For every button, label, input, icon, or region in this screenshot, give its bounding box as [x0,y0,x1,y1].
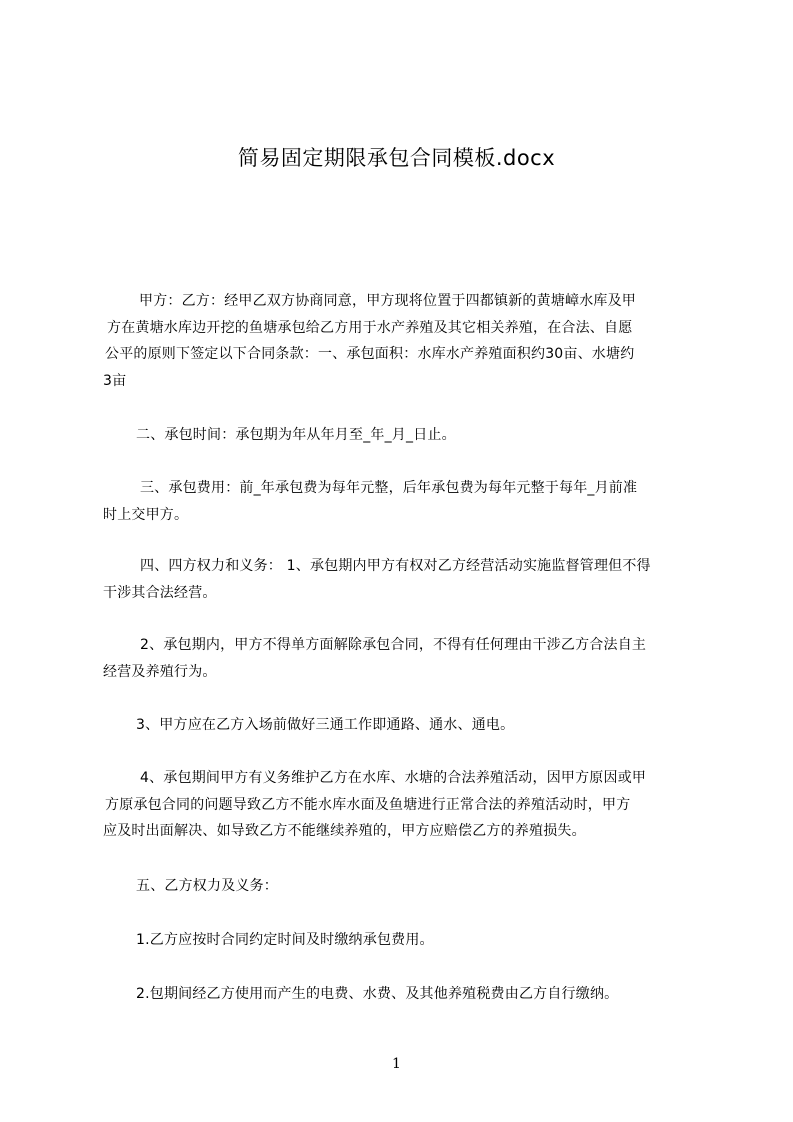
paragraph-line: 3亩 [103,372,127,389]
paragraph-party-b-heading [103,873,699,900]
paragraph-line: 方原承包合同的问题导致乙方不能水库水面及鱼塘进行正常合法的养殖活动时，甲方 [105,796,631,813]
paragraph-parties [103,288,699,394]
paragraph-line: 4、承包期间甲方有义务维护乙方在水库、水塘的合法养殖活动，因甲方原因或甲 [140,770,647,786]
page-number: 1 [392,1056,401,1072]
paragraph-party-b-2 [103,981,699,1008]
paragraph-line: 时上交甲方。 [103,506,189,523]
paragraph-line: 经营及养殖行为。 [103,663,217,680]
paragraph-rights-3 [103,712,699,739]
paragraph-rights-1 [103,553,699,606]
paragraph-line: 三、承包费用：前_年承包费为每年元整，后年承包费为每年元整于每年_月前准 [140,480,638,496]
paragraph-line: 干涉其合法经营。 [103,584,217,601]
paragraph-line: 四、四方权力和义务： 1、承包期内甲方有权对乙方经营活动实施监督管理但不得 [140,558,651,574]
paragraph-line: 2、承包期内，甲方不得单方面解除承包合同，不得有任何理由干涉乙方合法自主 [140,637,647,653]
paragraph-fees [103,475,699,528]
paragraph-term [103,422,699,449]
paragraph-line: 公平的原则下签定以下合同条款：一、承包面积：水库水产养殖面积约30亩、水塘约 [105,346,635,362]
paragraph-line: 2.包期间经乙方使用而产生的电费、水费、及其他养殖税费由乙方自行缴纳。 [136,986,619,1002]
paragraph-line: 3、甲方应在乙方入场前做好三通工作即通路、通水、通电。 [136,717,515,733]
paragraph-rights-4 [103,765,699,845]
paragraph-line: 五、乙方权力及义务： [136,878,278,894]
paragraph-rights-2 [103,632,699,685]
paragraph-line: 应及时出面解决、如导致乙方不能继续养殖的，甲方应赔偿乙方的养殖损失。 [103,823,586,839]
paragraph-line: 甲方：乙方：经甲乙双方协商同意，甲方现将位置于四都镇新的黄塘嶂水库及甲 [139,293,636,309]
paragraph-line: 二、承包时间：承包期为年从年月至_年_月_日止。 [136,427,456,443]
paragraph-party-b-1 [103,927,699,954]
paragraph-line: 1.乙方应按时合同约定时间及时缴纳承包费用。 [136,932,434,948]
paragraph-line: 方在黄塘水库边开挖的鱼塘承包给乙方用于水产养殖及其它相关养殖，在合法、自愿 [107,319,633,336]
document-title: 简易固定期限承包合同模板.docx [237,146,556,170]
